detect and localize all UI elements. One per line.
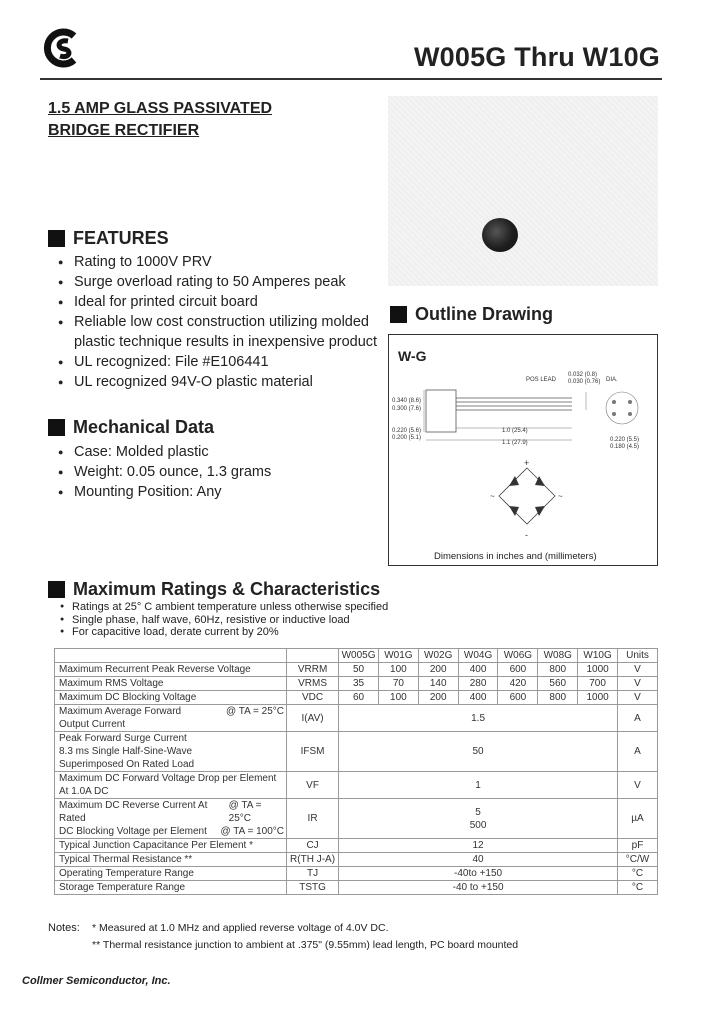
value-cell: -40 to +150 (339, 881, 618, 895)
mechanical-list (56, 442, 376, 502)
list-item: ● Rating to 1000V PRV (56, 252, 382, 272)
column-header: Units (618, 649, 658, 663)
product-subtitle (48, 98, 272, 142)
list-item: ● Ratings at 25° C ambient temperature unless otherwise specified (56, 601, 388, 614)
symbol-cell: VRMS (287, 677, 339, 691)
column-header: W01G (378, 649, 418, 663)
ac-terminal-icon: ~ (490, 492, 495, 501)
symbol-cell: VDC (287, 691, 339, 705)
pin-dot (628, 412, 632, 416)
value-cell: 60 (339, 691, 379, 705)
section-square-icon (48, 419, 65, 436)
param-text: Superimposed On Rated Load (59, 759, 195, 770)
symbol-cell: IFSM (287, 732, 339, 772)
unit-cell: V (618, 663, 658, 677)
param-cell: Operating Temperature Range (55, 867, 287, 881)
unit-cell: pF (618, 839, 658, 853)
dim-label: 0.200 (5.1) (392, 435, 422, 441)
symbol-cell: IR (287, 799, 339, 839)
table-row (55, 663, 658, 677)
param-text: Maximum Average Forward (59, 706, 182, 717)
table-row (55, 799, 658, 839)
value-cell: 280 (458, 677, 498, 691)
subtitle-line-1: 1.5 AMP GLASS PASSIVATED (48, 100, 273, 117)
dim-label: 1.0 (25.4) (502, 428, 528, 434)
value-cell: 40 (339, 853, 618, 867)
list-item: ● UL recognized 94V-O plastic material (56, 372, 382, 392)
value-text: 500 (469, 819, 487, 831)
value-cell: 560 (538, 677, 578, 691)
unit-cell: A (618, 732, 658, 772)
table-header-blank (55, 649, 287, 663)
table-header-blank (287, 649, 339, 663)
value-cell: -40to +150 (339, 867, 618, 881)
mechanical-heading: Mechanical Data (48, 417, 214, 438)
minus-terminal-label: - (525, 530, 528, 540)
value-cell: 600 (498, 691, 538, 705)
ratings-conditions (56, 601, 388, 639)
list-item: ● UL recognized: File #E106441 (56, 352, 382, 372)
list-item: ● For capacitive load, derate current by 20% (56, 626, 388, 639)
value-cell: 50 (339, 732, 618, 772)
pin-dot (628, 400, 632, 404)
value-cell: 1.5 (339, 705, 618, 732)
value-cell: 35 (339, 677, 379, 691)
unit-cell: °C/W (618, 853, 658, 867)
title-rule (40, 78, 662, 80)
dim-label: 0.180 (4.5) (610, 444, 640, 450)
end-view-circle (606, 392, 638, 424)
table-row (55, 881, 658, 895)
ratings-heading: Maximum Ratings & Characteristics (48, 579, 380, 600)
pin-dot (612, 400, 616, 404)
table-row (55, 705, 658, 732)
list-item: ● Case: Molded plastic (56, 442, 376, 462)
value-cell: 600 (498, 663, 538, 677)
dim-label: 0.030 (0.76) (568, 379, 601, 385)
value-text: 5 (475, 806, 481, 818)
table-row (55, 732, 658, 772)
bridge-diamond (499, 468, 555, 524)
column-header: W04G (458, 649, 498, 663)
section-square-icon (48, 230, 65, 247)
plus-terminal-label: + (524, 458, 530, 468)
value-cell: 200 (418, 691, 458, 705)
dim-label: 0.340 (8.6) (392, 398, 422, 404)
outline-heading: Outline Drawing (390, 304, 553, 325)
param-cell (55, 732, 287, 772)
symbol-cell: R(TH J-A) (287, 853, 339, 867)
unit-cell: µA (618, 799, 658, 839)
table-row (55, 772, 658, 799)
value-cell: 420 (498, 677, 538, 691)
dim-label: 0.300 (7.6) (392, 406, 422, 412)
value-cell: 100 (378, 663, 418, 677)
package-label: W-G (398, 348, 427, 364)
param-cell: Storage Temperature Range (55, 881, 287, 895)
dim-label: DIA. (606, 377, 618, 383)
outline-drawing (390, 362, 656, 548)
unit-cell: V (618, 772, 658, 799)
ratings-table (54, 648, 658, 895)
list-item: ● Single phase, half wave, 60Hz, resistive or inductive load (56, 614, 388, 627)
symbol-cell: TSTG (287, 881, 339, 895)
product-photo (388, 96, 658, 286)
param-cell: Maximum RMS Voltage (55, 677, 287, 691)
param-text: DC Blocking Voltage per Element (59, 826, 207, 837)
symbol-cell: VRRM (287, 663, 339, 677)
value-cell (339, 799, 618, 839)
column-header: W02G (418, 649, 458, 663)
pin-dot (612, 412, 616, 416)
param-text: Maximum DC Reverse Current At Rated (59, 800, 208, 824)
param-text: At 1.0A DC (59, 786, 109, 797)
param-cell (55, 772, 287, 799)
value-cell: 800 (538, 691, 578, 705)
symbol-cell: I(AV) (287, 705, 339, 732)
value-cell: 12 (339, 839, 618, 853)
unit-cell: V (618, 691, 658, 705)
company-logo (40, 26, 84, 70)
param-cell: Typical Thermal Resistance ** (55, 853, 287, 867)
dim-label: 0.032 (0.8) (568, 372, 598, 378)
value-cell: 50 (339, 663, 379, 677)
unit-cell: V (618, 677, 658, 691)
page-title: W005G Thru W10G (413, 42, 660, 72)
value-cell: 800 (538, 663, 578, 677)
value-cell: 200 (418, 663, 458, 677)
note-2: ** Thermal resistance junction to ambient at .375" (9.55mm) lead length, PC board mounted (92, 939, 519, 951)
section-square-icon (48, 581, 65, 598)
column-header: W005G (339, 649, 379, 663)
value-cell: 400 (458, 691, 498, 705)
param-cell: Typical Junction Capacitance Per Element * (55, 839, 287, 853)
condition-text: @ TA = 100°C (220, 826, 284, 837)
table-row (55, 839, 658, 853)
company-footer: Collmer Semiconductor, Inc. (22, 975, 171, 987)
condition-text: @ TA = 25°C (228, 800, 262, 824)
param-text: 8.3 ms Single Half-Sine-Wave (59, 746, 193, 757)
param-text: Maximum DC Forward Voltage Drop per Element (59, 773, 277, 784)
value-cell: 1000 (578, 691, 618, 705)
section-square-icon (390, 306, 407, 323)
param-cell: Maximum Recurrent Peak Reverse Voltage (55, 663, 287, 677)
features-heading: FEATURES (48, 228, 169, 249)
list-item: ● Reliable low cost construction utilizing molded plastic technique results in inexpensive product (56, 312, 382, 352)
param-cell (55, 799, 287, 839)
list-item: ● Mounting Position: Any (56, 482, 376, 502)
package-body (426, 390, 456, 432)
table-row (55, 853, 658, 867)
symbol-cell: CJ (287, 839, 339, 853)
symbol-cell: VF (287, 772, 339, 799)
column-header: W06G (498, 649, 538, 663)
value-cell: 1000 (578, 663, 618, 677)
table-row (55, 677, 658, 691)
list-item: ● Surge overload rating to 50 Amperes peak (56, 272, 382, 292)
value-cell: 100 (378, 691, 418, 705)
param-text: Peak Forward Surge Current (59, 733, 187, 744)
list-item: ● Ideal for printed circuit board (56, 292, 382, 312)
note-1: * Measured at 1.0 MHz and applied reverse voltage of 4.0V DC. (92, 922, 389, 934)
table-row (55, 867, 658, 881)
condition-text: @ TA = 25°C (226, 706, 284, 717)
ac-terminal-icon: ~ (558, 492, 563, 501)
dimensions-caption: Dimensions in inches and (millimeters) (434, 551, 597, 562)
pos-lead-label: POS LEAD (526, 377, 557, 383)
symbol-cell: TJ (287, 867, 339, 881)
column-header: W10G (578, 649, 618, 663)
list-item: ● Weight: 0.05 ounce, 1.3 grams (56, 462, 376, 482)
column-header: W08G (538, 649, 578, 663)
value-cell: 700 (578, 677, 618, 691)
param-cell: Maximum DC Blocking Voltage (55, 691, 287, 705)
features-list (56, 252, 382, 392)
unit-cell: °C (618, 867, 658, 881)
value-cell: 400 (458, 663, 498, 677)
table-row (55, 691, 658, 705)
value-cell: 140 (418, 677, 458, 691)
dim-label: 0.220 (5.6) (392, 428, 422, 434)
value-cell: 70 (378, 677, 418, 691)
subtitle-line-2: BRIDGE RECTIFIER (48, 122, 200, 139)
unit-cell: A (618, 705, 658, 732)
value-cell: 1 (339, 772, 618, 799)
dim-label: 0.220 (5.5) (610, 437, 640, 443)
rectifier-part-image (482, 218, 518, 252)
param-cell (55, 705, 287, 732)
table-header-row (55, 649, 658, 663)
unit-cell: °C (618, 881, 658, 895)
param-text: Output Current (59, 719, 126, 730)
notes-label: Notes: (48, 922, 80, 934)
dim-label: 1.1 (27.9) (502, 440, 528, 446)
